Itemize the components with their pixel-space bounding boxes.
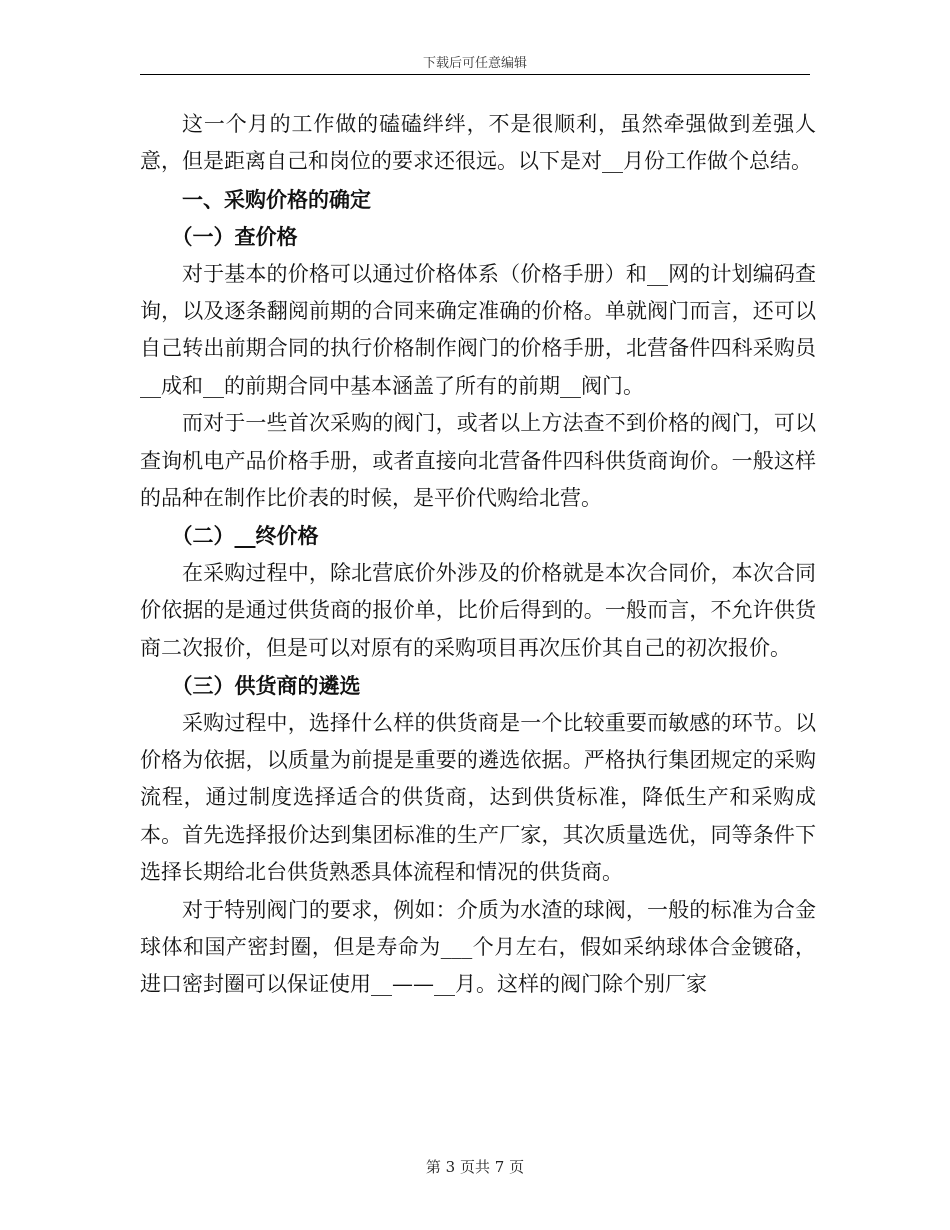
paragraph-special-valves: 对于特别阀门的要求，例如：介质为水渣的球阀，一般的标准为合金球体和国产密封圈，但是寿命为___个月左右，假如采纳球体合金镀硌，进口密封圈可以保证使用__——__月。这样的阀门除个别厂家 [140, 897, 816, 997]
paragraph-intro: 这一个月的工作做的磕磕绊绊，不是很顺利，虽然牵强做到差强人意，但是距离自己和岗位的要求还很远。以下是对__月份工作做个总结。 [140, 112, 816, 174]
subheading-supplier-selection: （三）供货商的遴选 [171, 673, 361, 699]
section-heading-purchase-price: 一、采购价格的确定 [182, 186, 371, 212]
paragraph-first-purchase: 而对于一些首次采购的阀门，或者以上方法查不到价格的阀门，可以查询机电产品价格手册，或者直接向北营备件四科供货商询价。一般这样的品种在制作比价表的时候，是平价代购给北营。 [140, 411, 816, 511]
paragraph-supplier-selection: 采购过程中，选择什么样的供货商是一个比较重要而敏感的环节。以价格为依据，以质量为前提是重要的遴选依据。严格执行集团规定的采购流程，通过制度选择适合的供货商，达到供货标准，降低生产和采购成本。首先选择报价达到集团标准的生产厂家，其次质量选优，同等条件下选择长期给北台供货熟悉具体流程和情况的供货商。 [140, 710, 816, 885]
header-divider [140, 74, 810, 75]
subheading-final-price: （二）__终价格 [171, 523, 319, 549]
paragraph-basic-price: 对于基本的价格可以通过价格体系（价格手册）和__网的计划编码查询，以及逐条翻阅前期的合同来确定准确的价格。单就阀门而言，还可以自己转出前期合同的执行价格制作阀门的价格手册，北营备件四科采购员__成和__的前期合同中基本涵盖了所有的前期__阀门。 [140, 261, 816, 398]
subheading-check-price: （一）查价格 [171, 224, 298, 250]
page-footer: 第 3 页共 7 页 [425, 1158, 525, 1176]
document-body [140, 106, 816, 1004]
page-header: 下载后可任意编辑 [422, 56, 527, 71]
paragraph-contract-price: 在采购过程中，除北营底价外涉及的价格就是本次合同价，本次合同价依据的是通过供货商的报价单，比价后得到的。一般而言，不允许供货商二次报价，但是可以对原有的采购项目再次压价其自己的初次报价。 [140, 560, 816, 660]
